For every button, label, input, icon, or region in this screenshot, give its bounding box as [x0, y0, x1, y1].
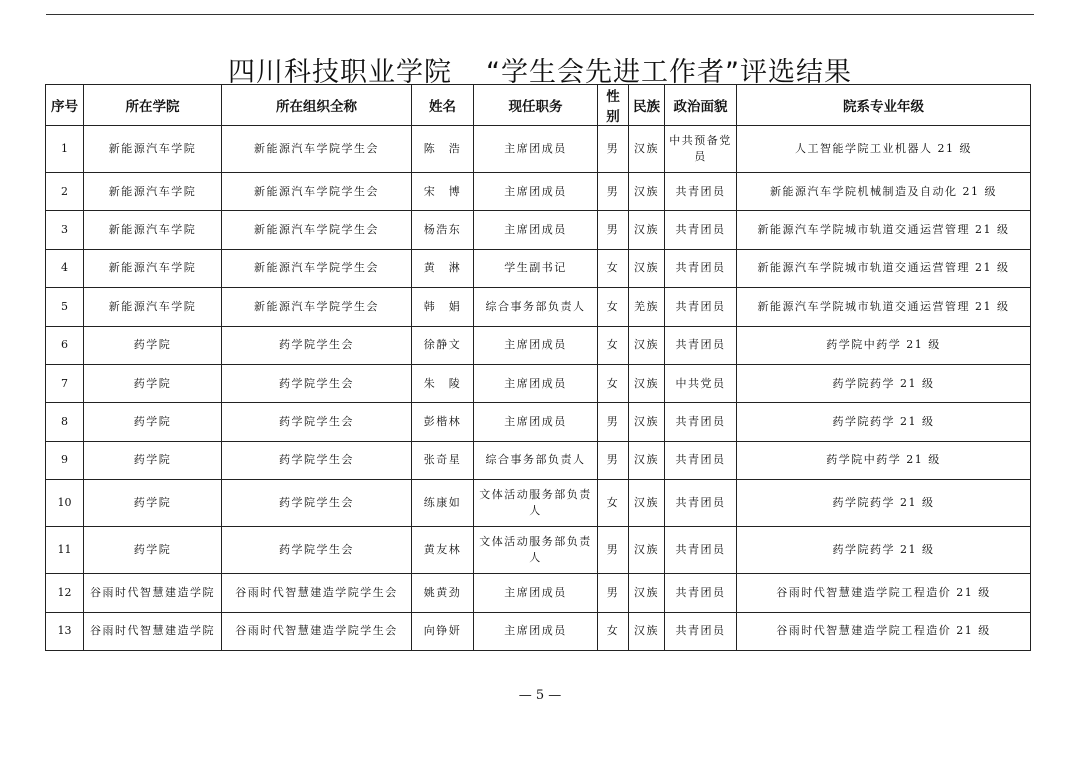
- header-org: 所在组织全称: [222, 85, 412, 126]
- cell-major: 谷雨时代智慧建造学院工程造价 21 级: [737, 612, 1031, 650]
- cell-ethnicity: 汉族: [629, 364, 665, 402]
- cell-position: 综合事务部负责人: [474, 441, 598, 479]
- cell-political: 共青团员: [665, 403, 737, 441]
- cell-ethnicity: 汉族: [629, 249, 665, 287]
- cell-name: 陈 浩: [412, 126, 474, 173]
- cell-no: 3: [46, 211, 84, 249]
- cell-college: 新能源汽车学院: [84, 173, 222, 211]
- cell-name: 韩 娟: [412, 288, 474, 326]
- cell-ethnicity: 汉族: [629, 326, 665, 364]
- cell-major: 新能源汽车学院城市轨道交通运营管理 21 级: [737, 249, 1031, 287]
- cell-major: 药学院药学 21 级: [737, 364, 1031, 402]
- cell-gender: 男: [598, 173, 629, 211]
- results-table: [45, 84, 1031, 651]
- table-row: [46, 612, 1031, 650]
- cell-org: 药学院学生会: [222, 480, 412, 527]
- cell-political: 共青团员: [665, 211, 737, 249]
- cell-position: 文体活动服务部负责人: [474, 480, 598, 527]
- header-major: 院系专业年级: [737, 85, 1031, 126]
- cell-major: 谷雨时代智慧建造学院工程造价 21 级: [737, 574, 1031, 612]
- header-no: 序号: [46, 85, 84, 126]
- cell-org: 新能源汽车学院学生会: [222, 249, 412, 287]
- cell-no: 13: [46, 612, 84, 650]
- cell-ethnicity: 汉族: [629, 403, 665, 441]
- table-row: [46, 249, 1031, 287]
- cell-position: 主席团成员: [474, 211, 598, 249]
- cell-no: 4: [46, 249, 84, 287]
- cell-political: 共青团员: [665, 288, 737, 326]
- title-award: “学生会先进工作者”评选结果: [486, 57, 852, 88]
- cell-political: 共青团员: [665, 326, 737, 364]
- cell-gender: 男: [598, 126, 629, 173]
- cell-no: 1: [46, 126, 84, 173]
- cell-gender: 女: [598, 480, 629, 527]
- cell-org: 谷雨时代智慧建造学院学生会: [222, 574, 412, 612]
- cell-name: 杨浩东: [412, 211, 474, 249]
- cell-name: 张奇星: [412, 441, 474, 479]
- cell-political: 共青团员: [665, 249, 737, 287]
- cell-no: 7: [46, 364, 84, 402]
- cell-major: 药学院药学 21 级: [737, 480, 1031, 527]
- cell-political: 中共预备党员: [665, 126, 737, 173]
- cell-gender: 男: [598, 403, 629, 441]
- cell-org: 药学院学生会: [222, 403, 412, 441]
- cell-name: 宋 博: [412, 173, 474, 211]
- cell-political: 共青团员: [665, 574, 737, 612]
- table-row: [46, 173, 1031, 211]
- header-position: 现任职务: [474, 85, 598, 126]
- cell-position: 文体活动服务部负责人: [474, 527, 598, 574]
- cell-org: 药学院学生会: [222, 364, 412, 402]
- cell-position: 主席团成员: [474, 326, 598, 364]
- cell-org: 谷雨时代智慧建造学院学生会: [222, 612, 412, 650]
- cell-ethnicity: 汉族: [629, 480, 665, 527]
- header-college: 所在学院: [84, 85, 222, 126]
- cell-college: 新能源汽车学院: [84, 249, 222, 287]
- header-row: [46, 85, 1031, 126]
- cell-ethnicity: 汉族: [629, 612, 665, 650]
- cell-major: 人工智能学院工业机器人 21 级: [737, 126, 1031, 173]
- header-ethnicity: 民族: [629, 85, 665, 126]
- cell-ethnicity: 汉族: [629, 211, 665, 249]
- cell-name: 练康如: [412, 480, 474, 527]
- title-school: 四川科技职业学院: [228, 57, 452, 88]
- cell-name: 向铮妍: [412, 612, 474, 650]
- cell-name: 黄友林: [412, 527, 474, 574]
- cell-gender: 男: [598, 574, 629, 612]
- cell-gender: 女: [598, 249, 629, 287]
- header-gender: 性别: [598, 85, 629, 126]
- cell-college: 药学院: [84, 364, 222, 402]
- cell-no: 2: [46, 173, 84, 211]
- cell-major: 药学院中药学 21 级: [737, 326, 1031, 364]
- cell-political: 共青团员: [665, 173, 737, 211]
- cell-position: 主席团成员: [474, 126, 598, 173]
- cell-name: 徐静文: [412, 326, 474, 364]
- cell-major: 新能源汽车学院城市轨道交通运营管理 21 级: [737, 211, 1031, 249]
- cell-college: 药学院: [84, 326, 222, 364]
- cell-gender: 男: [598, 441, 629, 479]
- table-row: [46, 403, 1031, 441]
- cell-college: 新能源汽车学院: [84, 126, 222, 173]
- top-rule: [46, 14, 1034, 15]
- cell-no: 12: [46, 574, 84, 612]
- cell-position: 主席团成员: [474, 403, 598, 441]
- cell-college: 谷雨时代智慧建造学院: [84, 574, 222, 612]
- cell-org: 新能源汽车学院学生会: [222, 126, 412, 173]
- table-row: [46, 364, 1031, 402]
- cell-org: 新能源汽车学院学生会: [222, 173, 412, 211]
- cell-political: 共青团员: [665, 441, 737, 479]
- cell-no: 11: [46, 527, 84, 574]
- cell-gender: 男: [598, 211, 629, 249]
- cell-position: 主席团成员: [474, 612, 598, 650]
- cell-gender: 女: [598, 612, 629, 650]
- cell-position: 学生副书记: [474, 249, 598, 287]
- cell-college: 药学院: [84, 480, 222, 527]
- cell-org: 药学院学生会: [222, 527, 412, 574]
- table-row: [46, 211, 1031, 249]
- cell-major: 药学院中药学 21 级: [737, 441, 1031, 479]
- cell-position: 主席团成员: [474, 364, 598, 402]
- cell-major: 药学院药学 21 级: [737, 527, 1031, 574]
- cell-gender: 男: [598, 527, 629, 574]
- cell-org: 药学院学生会: [222, 441, 412, 479]
- cell-no: 10: [46, 480, 84, 527]
- page-number: — 5 —: [518, 688, 562, 703]
- cell-major: 新能源汽车学院城市轨道交通运营管理 21 级: [737, 288, 1031, 326]
- cell-name: 姚黄劲: [412, 574, 474, 612]
- cell-ethnicity: 汉族: [629, 574, 665, 612]
- cell-college: 药学院: [84, 403, 222, 441]
- cell-political: 共青团员: [665, 527, 737, 574]
- cell-ethnicity: 羌族: [629, 288, 665, 326]
- cell-ethnicity: 汉族: [629, 527, 665, 574]
- cell-college: 新能源汽车学院: [84, 288, 222, 326]
- cell-name: 彭楷林: [412, 403, 474, 441]
- cell-ethnicity: 汉族: [629, 173, 665, 211]
- table-row: [46, 574, 1031, 612]
- cell-ethnicity: 汉族: [629, 126, 665, 173]
- cell-gender: 女: [598, 326, 629, 364]
- cell-political: 中共党员: [665, 364, 737, 402]
- header-name: 姓名: [412, 85, 474, 126]
- table-row: [46, 288, 1031, 326]
- cell-name: 黄 淋: [412, 249, 474, 287]
- cell-major: 药学院药学 21 级: [737, 403, 1031, 441]
- cell-org: 新能源汽车学院学生会: [222, 211, 412, 249]
- table-row: [46, 527, 1031, 574]
- cell-no: 5: [46, 288, 84, 326]
- table-row: [46, 126, 1031, 173]
- cell-political: 共青团员: [665, 480, 737, 527]
- cell-position: 主席团成员: [474, 173, 598, 211]
- cell-position: 主席团成员: [474, 574, 598, 612]
- cell-gender: 女: [598, 364, 629, 402]
- cell-college: 药学院: [84, 527, 222, 574]
- cell-major: 新能源汽车学院机械制造及自动化 21 级: [737, 173, 1031, 211]
- cell-gender: 女: [598, 288, 629, 326]
- cell-college: 新能源汽车学院: [84, 211, 222, 249]
- cell-ethnicity: 汉族: [629, 441, 665, 479]
- table-row: [46, 441, 1031, 479]
- cell-name: 朱 陵: [412, 364, 474, 402]
- cell-college: 谷雨时代智慧建造学院: [84, 612, 222, 650]
- cell-org: 新能源汽车学院学生会: [222, 288, 412, 326]
- table-row: [46, 326, 1031, 364]
- cell-position: 综合事务部负责人: [474, 288, 598, 326]
- cell-no: 8: [46, 403, 84, 441]
- table-row: [46, 480, 1031, 527]
- header-political: 政治面貌: [665, 85, 737, 126]
- cell-no: 6: [46, 326, 84, 364]
- cell-org: 药学院学生会: [222, 326, 412, 364]
- cell-college: 药学院: [84, 441, 222, 479]
- cell-political: 共青团员: [665, 612, 737, 650]
- cell-no: 9: [46, 441, 84, 479]
